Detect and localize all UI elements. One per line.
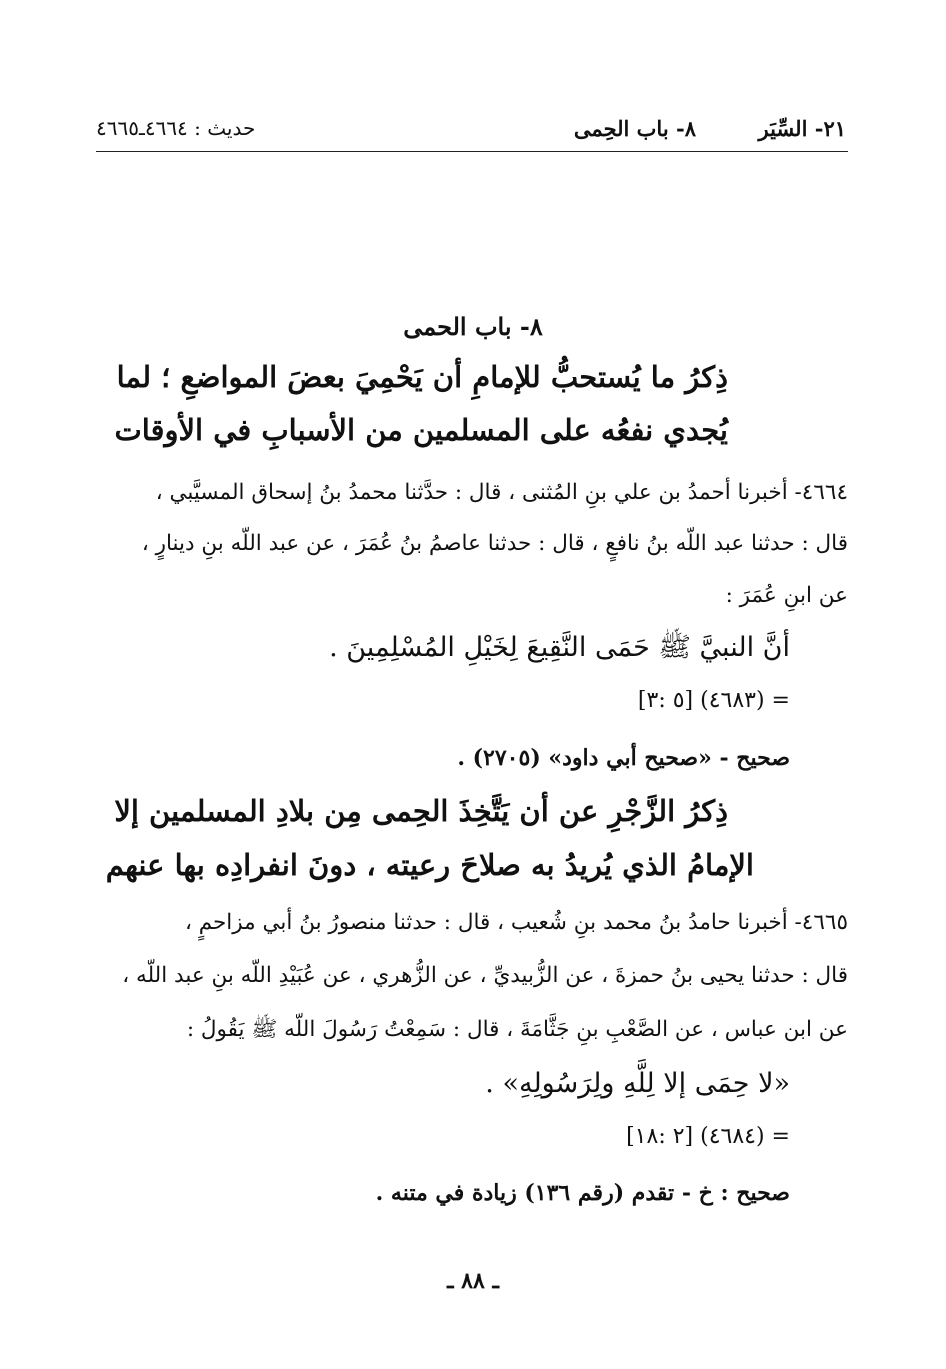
header-chapter: ٢١- السِّيَر bbox=[758, 116, 846, 141]
hadith-1-reference: = (٤٦٨٣) [٥ :٣] bbox=[637, 688, 790, 713]
header-divider bbox=[96, 151, 848, 152]
hadith-1-isnad-line-2: قال : حدثنا عبد اللّه بنُ نافعٍ ، قال : حدثنا عاصمُ بنُ عُمَرَ ، عن عبد اللّه بنِ دينارٍ ، bbox=[141, 531, 848, 556]
tarjama-1-line-2: يُجدي نفعُه على المسلمين من الأسبابِ في الأوقات bbox=[114, 413, 728, 447]
tarjama-1-line-1: ذِكرُ ما يُستحبُّ للإمامِ أن يَحْمِيَ بعضَ المواضعِ ؛ لما bbox=[116, 360, 728, 394]
hadith-2-isnad-line-3: عن ابن عباس ، عن الصَّعْبِ بنِ جَثَّامَةَ ، قال : سَمِعْتُ رَسُولَ اللّه ﷺ يَقُولُ : bbox=[186, 1017, 848, 1042]
hadith-1-grade: صحيح - «صحيح أبي داود» (٢٧٠٥) . bbox=[457, 745, 790, 771]
hadith-1-isnad-line-1: ٤٦٦٤- أخبرنا أحمدُ بن علي بنِ المُثنى ، قال : حدَّثنا محمدُ بنُ إسحاق المسيَّبي ، bbox=[155, 480, 848, 505]
tarjama-2-line-2: الإمامُ الذي يُريدُ به صلاحَ رعيته ، دونَ انفرادِه بها عنهم bbox=[105, 848, 754, 882]
header-section: ٨- باب الحِمى bbox=[573, 116, 696, 141]
hadith-1-isnad-line-3: عن ابنِ عُمَرَ : bbox=[725, 583, 848, 608]
hadith-2-grade: صحيح : خ - تقدم (رقم ١٣٦) زيادة في متنه . bbox=[375, 1180, 790, 1206]
hadith-1-matn: أنَّ النبيَّ ﷺ حَمَى النَّقِيعَ لِخَيْلِ المُسْلِمِينَ . bbox=[329, 632, 790, 663]
header-hadith-range: حديث : ٤٦٦٤ـ٤٦٦٥ bbox=[96, 116, 256, 140]
hadith-2-reference: = (٤٦٨٤) [٢ :١٨] bbox=[626, 1124, 790, 1149]
tarjama-2-line-1: ذِكرُ الزَّجْرِ عن أن يَتَّخِذَ الحِمى مِن بلادِ المسلمين إلا bbox=[114, 794, 728, 828]
page-number: ـ ٨٨ ـ bbox=[447, 1268, 499, 1294]
hadith-2-matn: «لا حِمَى إلا لِلَّهِ ولِرَسُولِهِ» . bbox=[485, 1068, 790, 1099]
hadith-2-isnad-line-1: ٤٦٦٥- أخبرنا حامدُ بنُ محمد بنِ شُعيب ، قال : حدثنا منصورُ بنُ أبي مزاحمٍ ، bbox=[184, 910, 848, 935]
section-title: ٨- باب الحمى bbox=[403, 312, 543, 341]
hadith-2-isnad-line-2: قال : حدثنا يحيى بنُ حمزةَ ، عن الزُّبيديِّ ، عن الزُّهري ، عن عُبَيْدِ اللّه بنِ عبد اللّه ، bbox=[122, 963, 848, 988]
